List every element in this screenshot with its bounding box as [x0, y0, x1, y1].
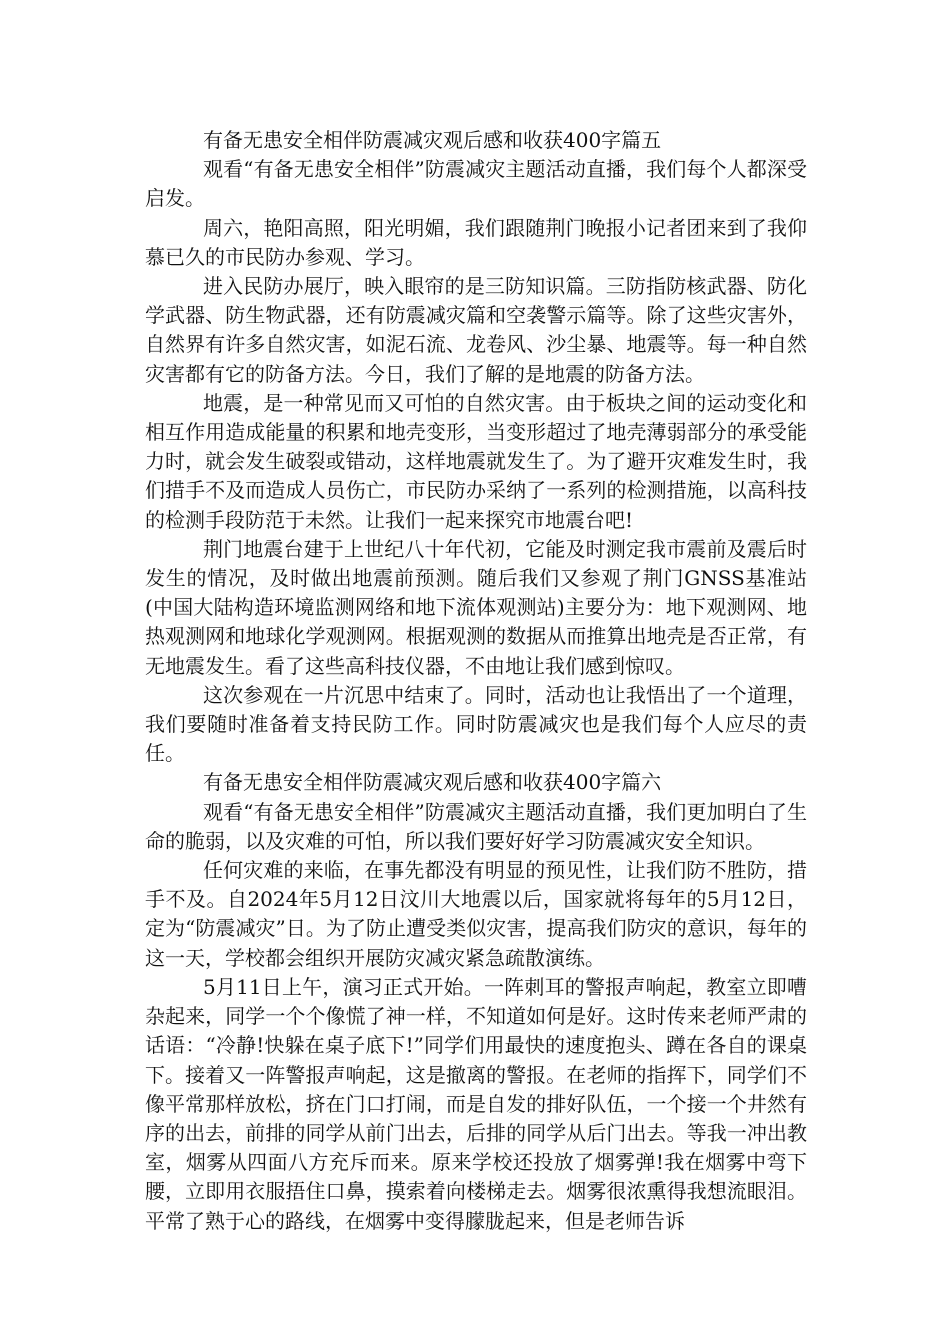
paragraph: 任何灾难的来临，在事先都没有明显的预见性，让我们防不胜防，措手不及。自2024年5月12日汶川大地震以后，国家就将每年的5月12日，定为“防震减灾”日。为了防止遭受类似灾害，提高我们防灾的意识，每年的这一天，学校都会组织开展防灾减灾紧急疏散演练。 — [145, 858, 807, 970]
paragraph: 这次参观在一片沉思中结束了。同时，活动也让我悟出了一个道理，我们要随时准备着支持民防工作。同时防震减灾也是我们每个人应尽的责任。 — [145, 682, 807, 766]
section-heading: 有备无患安全相伴防震减灾观后感和收获400字篇五 — [203, 128, 662, 152]
paragraph: 观看“有备无患安全相伴”防震减灾主题活动直播，我们每个人都深受启发。 — [145, 157, 807, 211]
paragraph: 进入民防办展厅，映入眼帘的是三防知识篇。三防指防核武器、防化学武器、防生物武器，还有防震减灾篇和空袭警示篇等。除了这些灾害外，自然界有许多自然灾害，如泥石流、龙卷风、沙尘暴、地震等。每一种自然灾害都有它的防备方法。今日，我们了解的是地震的防备方法。 — [145, 274, 807, 386]
section-heading: 有备无患安全相伴防震减灾观后感和收获400字篇六 — [203, 770, 662, 795]
document-body — [145, 126, 807, 1236]
paragraph: 观看“有备无患安全相伴”防震减灾主题活动直播，我们更加明白了生命的脆弱，以及灾难的可怕，所以我们要好好学习防震减灾安全知识。 — [145, 799, 807, 853]
paragraph: 周六，艳阳高照，阳光明媚，我们跟随荆门晚报小记者团来到了我仰慕已久的市民防办参观、学习。 — [145, 215, 807, 269]
paragraph: 地震，是一种常见而又可怕的自然灾害。由于板块之间的运动变化和相互作用造成能量的积累和地壳变形，当变形超过了地壳薄弱部分的承受能力时，就会发生破裂或错动，这样地震就发生了。为了避开灾难发生时，我们措手不及而造成人员伤亡，市民防办采纳了一系列的检测措施，以高科技的检测手段防范于未然。让我们一起来探究市地震台吧! — [145, 390, 807, 532]
paragraph: 荆门地震台建于上世纪八十年代初，它能及时测定我市震前及震后时发生的情况，及时做出地震前预测。随后我们又参观了荆门GNSS基准站(中国大陆构造环境监测网络和地下流体观测站)主要分为：地下观测网、地热观测网和地球化学观测网。根据观测的数据从而推算出地壳是否正常，有无地震发生。看了这些高科技仪器，不由地让我们感到惊叹。 — [145, 536, 807, 678]
paragraph: 5月11日上午，演习正式开始。一阵刺耳的警报声响起，教室立即嘈杂起来，同学一个个像慌了神一样，不知道如何是好。这时传来老师严肃的话语：“冷静!快躲在桌子底下!”同学们用最快的速度抱头、蹲在各自的课桌下。接着又一阵警报声响起，这是撤离的警报。在老师的指挥下，同学们不像平常那样放松，挤在门口打闹，而是自发的排好队伍，一个接一个井然有序的出去，前排的同学从前门出去，后排的同学从后门出去。等我一冲出教室，烟雾从四面八方充斥而来。原来学校还投放了烟雾弹!我在烟雾中弯下腰，立即用衣服捂住口鼻，摸索着向楼梯走去。烟雾很浓熏得我想流眼泪。平常了熟于心的路线，在烟雾中变得朦胧起来，但是老师告诉 — [145, 974, 807, 1233]
